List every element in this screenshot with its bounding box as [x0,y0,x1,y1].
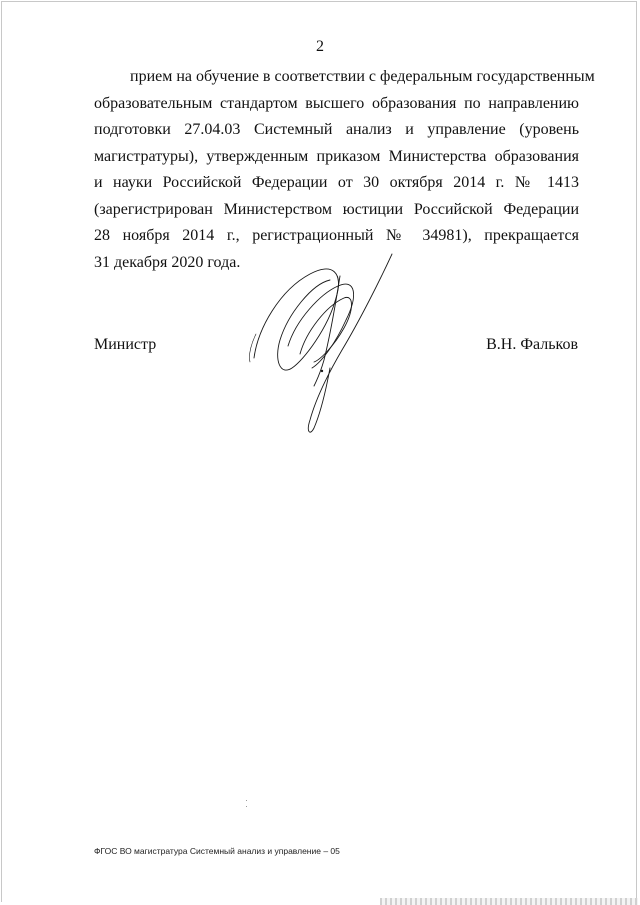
signatory-name: В.Н. Фальков [486,336,578,353]
body-line: подготовки 27.04.03 Системный анализ и управление (уровень [94,121,579,138]
body-paragraph [94,64,595,276]
page-number: 2 [316,38,324,55]
body-line: (зарегистрирован Министерством юстиции Российской Федерации [94,200,579,218]
scan-speck [246,800,247,801]
handwritten-signature [240,250,410,440]
document-footer: ФГОС ВО магистратура Системный анализ и управление – 05 [94,846,340,856]
body-line: 31 декабря 2020 года. [94,253,241,271]
scan-speck [246,806,247,807]
signatory-title: Министр [94,336,157,353]
body-line: образовательным стандартом высшего образования по направлению [94,94,579,112]
scan-edge-artifact [380,898,638,905]
body-line: и науки Российской Федерации от 30 октября 2014 г. № 1413 [94,174,579,191]
body-line: прием на обучение в соответствии с федеральным государственным [130,68,595,85]
body-line: магистратуры), утвержденным приказом Министерства образования [94,147,579,165]
body-line: 28 ноября 2014 г., регистрационный № 34981), прекращается [94,227,579,244]
